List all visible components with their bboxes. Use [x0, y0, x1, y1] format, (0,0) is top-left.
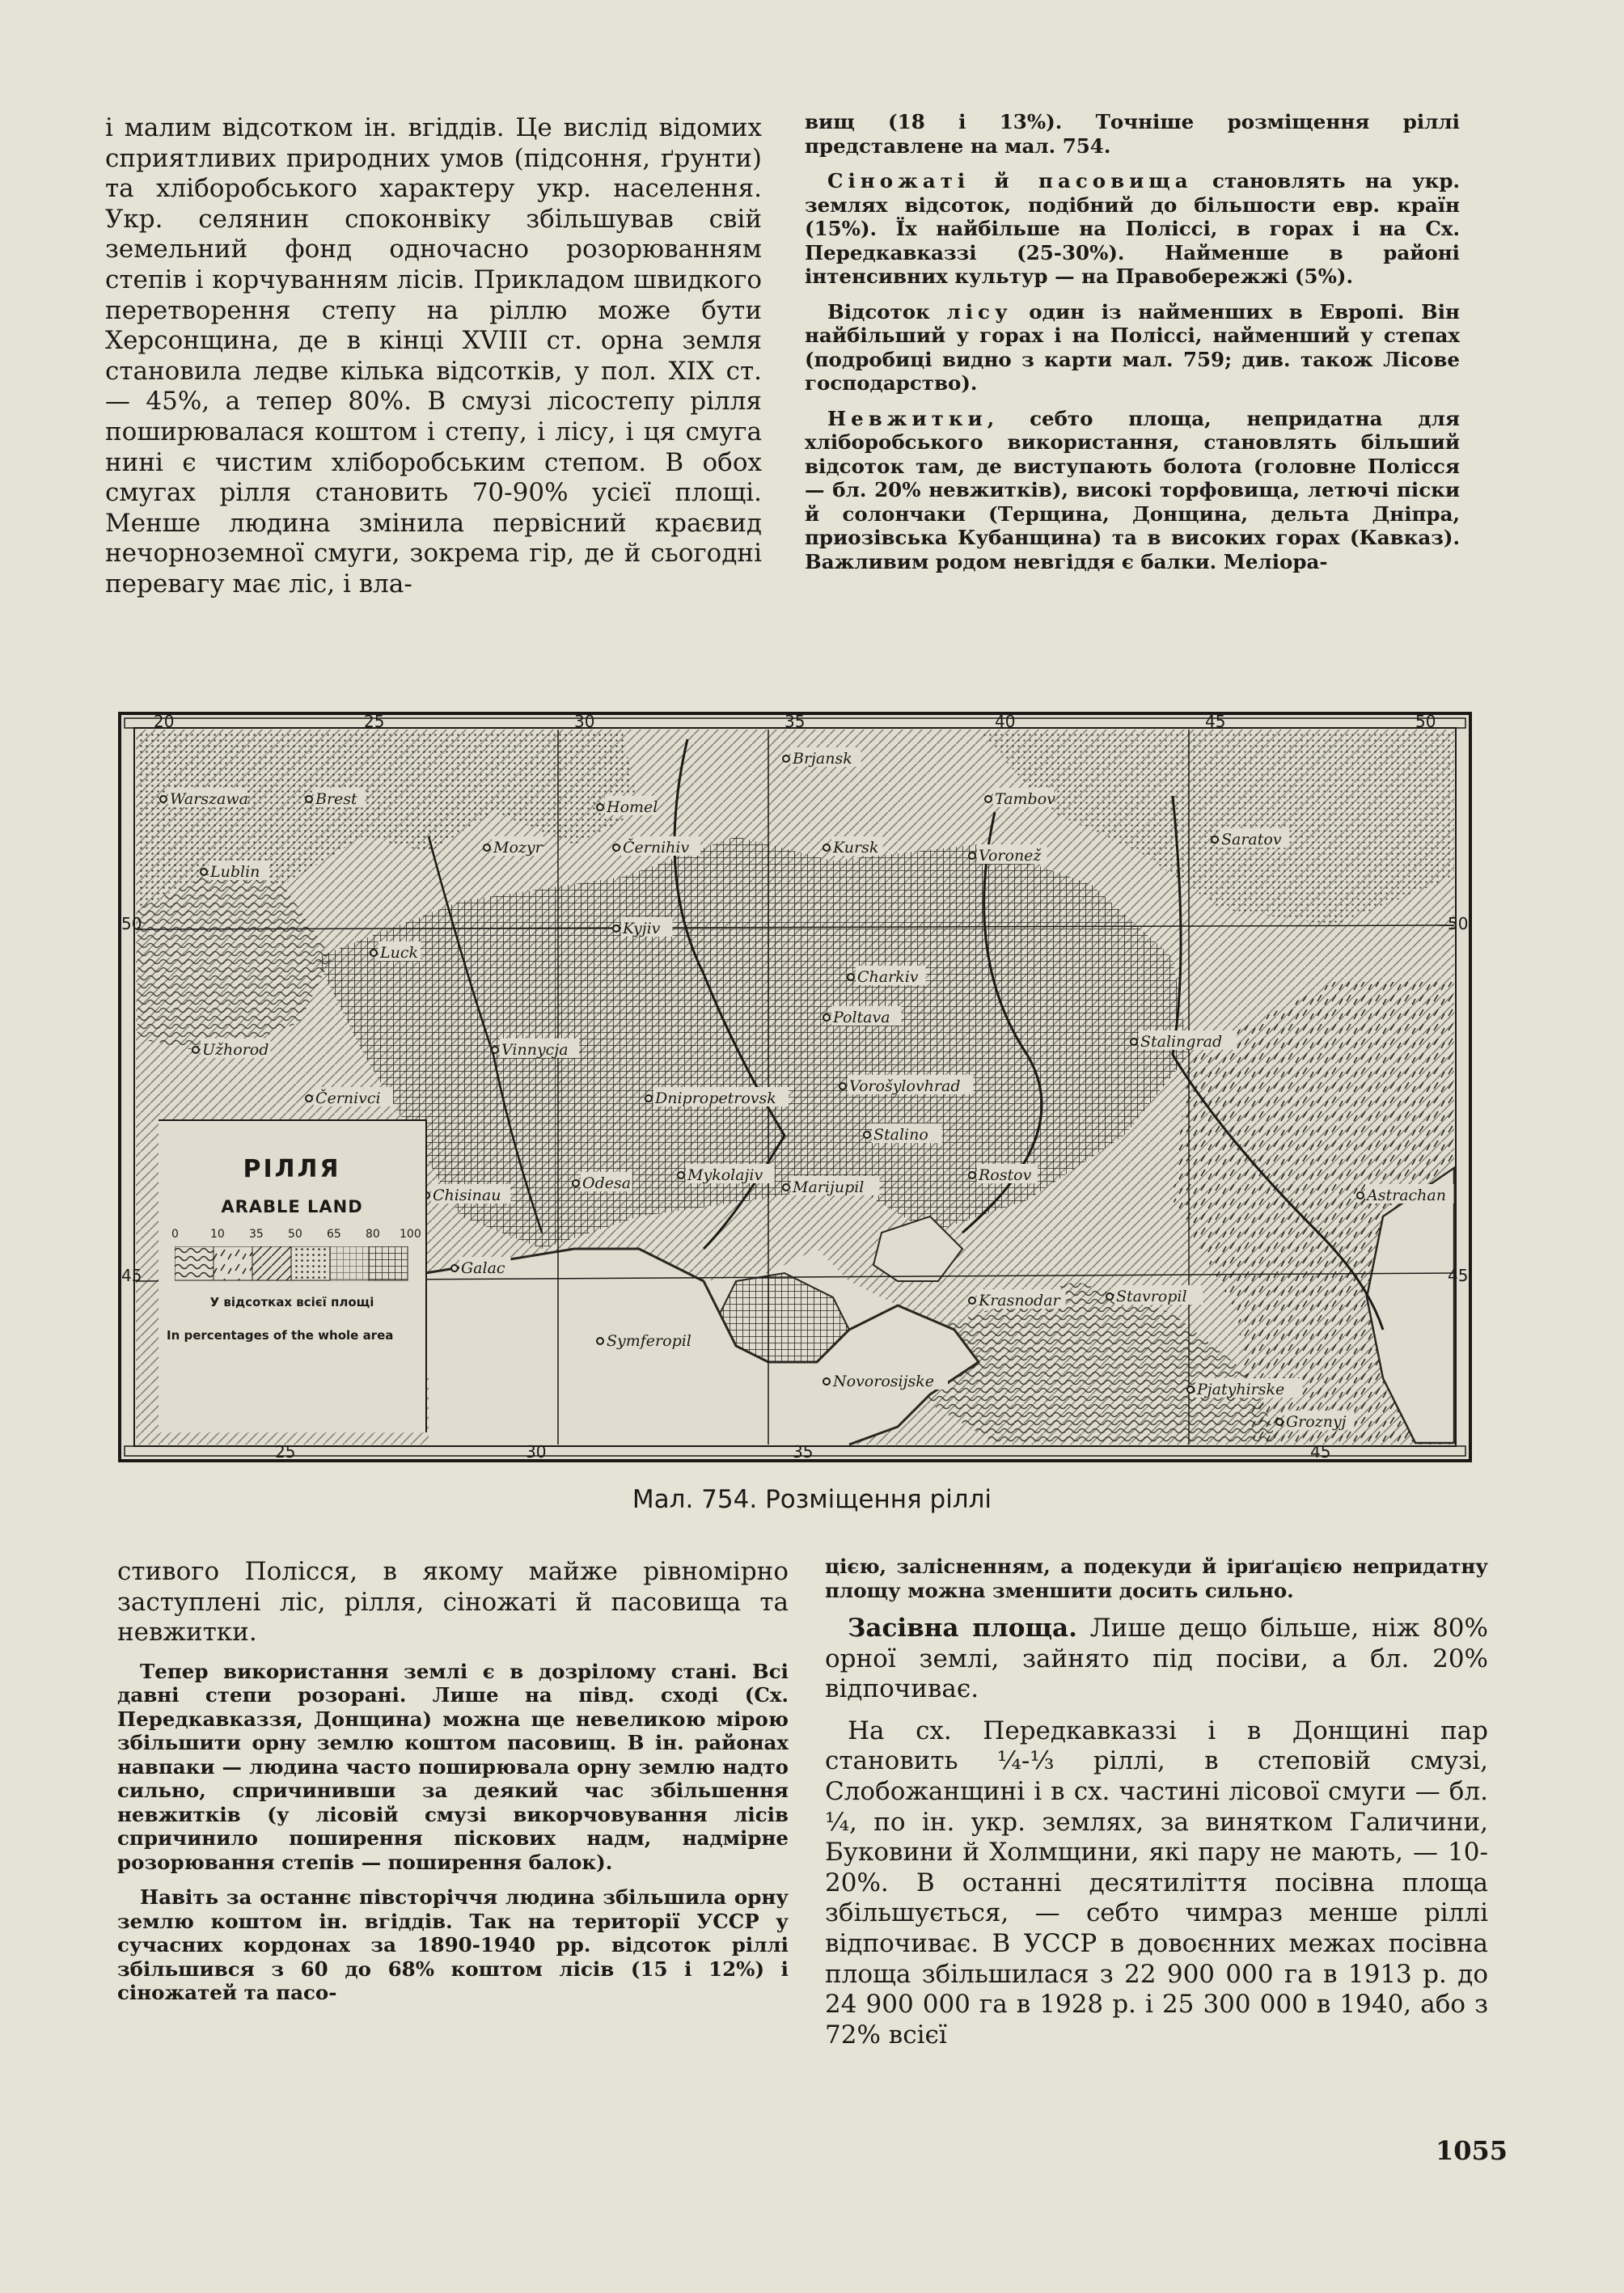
section-heading: Засівна площа. — [848, 1614, 1077, 1643]
top-longitude-tick: 50 — [1415, 715, 1436, 731]
paragraph-text: один із найменших в Европі. Він найбільший у горах і на Поліссі, найменший у степах (подробиці видно з карти мал. 759; див. також Лісове господарство). — [805, 299, 1460, 395]
left-latitude-tick: 50 — [121, 914, 142, 933]
city-marker — [597, 1338, 603, 1344]
legend-scale-label: 80 — [366, 1228, 380, 1241]
city-marker — [192, 1047, 199, 1053]
paragraph-text: Відсоток — [827, 299, 947, 324]
top-longitude-tick: 45 — [1205, 715, 1226, 731]
legend-scale-labels — [171, 1228, 421, 1244]
paragraph: Навіть за останнє півсторіччя людина збільшила орну землю коштом ін. вгіддів. Так на території УССР у сучасних кордонах за 1890-1940 рр. відсоток ріллі збільшився з 60 до 68% коштом лісів (15 і 12%) і сіножатей та пасо- — [117, 1885, 789, 2005]
city-marker — [678, 1172, 684, 1178]
city-label: Chisinau — [433, 1187, 501, 1204]
paragraph — [805, 407, 1460, 574]
city-label: Groznyj — [1286, 1413, 1347, 1431]
city-marker — [160, 796, 167, 802]
city-label: Homel — [607, 798, 658, 816]
city-marker — [848, 974, 854, 980]
city-marker — [370, 950, 377, 956]
legend-scale-label: 35 — [249, 1228, 264, 1241]
legend-scale-label: 65 — [327, 1228, 341, 1241]
city-marker — [969, 1297, 975, 1304]
top-longitude-tick: 35 — [785, 715, 806, 731]
city-label: Rostov — [979, 1166, 1032, 1184]
city-marker — [1187, 1386, 1194, 1393]
city-marker — [969, 852, 975, 859]
city-marker — [645, 1095, 652, 1102]
paragraph: стивого Полісся, в якому майже рівномірно заступлені ліс, рілля, сіножаті й пасовища та невжитки. — [117, 1557, 789, 1648]
city-label: Stavropil — [1116, 1288, 1187, 1305]
text-column-bottom-left — [117, 1557, 789, 2005]
city-label: Stalingrad — [1140, 1033, 1223, 1051]
city-label: Mozyr — [493, 839, 543, 857]
figure-caption: Мал. 754. Розміщення ріллі — [632, 1485, 992, 1514]
legend-scale-label: 100 — [400, 1228, 421, 1241]
city-label: Luck — [380, 944, 419, 962]
city-marker — [783, 755, 789, 762]
legend-subtitle: ARABLE LAND — [221, 1197, 363, 1216]
city-label: Stalino — [873, 1126, 928, 1144]
city-label: Brest — [315, 790, 357, 808]
city-label: Krasnodar — [979, 1292, 1060, 1309]
top-longitude-tick: 40 — [995, 715, 1016, 731]
bottom-longitude-tick: 35 — [793, 1442, 814, 1459]
city-marker — [864, 1132, 870, 1138]
city-marker — [201, 869, 207, 875]
city-marker — [1357, 1192, 1364, 1199]
city-marker — [1106, 1293, 1113, 1300]
paragraph: вищ (18 і 13%). Точніше розміщення ріллі представлене на мал. 754. — [805, 110, 1460, 158]
legend-scale-label: 50 — [288, 1228, 302, 1241]
text-column-top-right — [805, 110, 1460, 573]
city-label: Vorošylovhrad — [849, 1077, 961, 1095]
city-marker — [823, 1378, 830, 1385]
city-marker — [823, 1014, 830, 1021]
city-label: Pjatyhirske — [1197, 1381, 1285, 1398]
spaced-term: Сіножаті й пасовища — [827, 169, 1193, 192]
city-label: Poltava — [833, 1009, 890, 1026]
city-label: Kursk — [833, 839, 879, 857]
city-marker — [969, 1172, 975, 1178]
legend-title: РІЛЛЯ — [243, 1155, 341, 1183]
city-marker — [613, 844, 620, 851]
city-marker — [1212, 836, 1218, 843]
legend-swatches — [175, 1246, 409, 1282]
city-marker — [783, 1184, 789, 1191]
city-marker — [573, 1180, 579, 1187]
city-label: Charkiv — [857, 968, 919, 986]
city-label: Černihiv — [623, 839, 690, 857]
city-label: Lublin — [210, 863, 260, 881]
city-label: Kyjiv — [623, 920, 661, 937]
city-label: Warszawa — [170, 790, 248, 808]
legend-eng-note: In percentages of the whole area — [167, 1328, 394, 1343]
spaced-term: лісу — [946, 299, 1013, 324]
bottom-longitude-tick: 30 — [526, 1442, 547, 1459]
city-label: Tambov — [995, 790, 1055, 808]
city-label: Mykolajiv — [687, 1166, 763, 1184]
paragraph: цією, залісненням, а подекуди й іриґацією непридатну площу можна зменшити досить сильно. — [825, 1555, 1488, 1602]
paragraph-text: , себто площа, непридатна для хліборобського використання, становлять більший відсоток там, де виступають болота (головне Полісся — бл. 20% невжитків), високі торфовища, летючі піски й солончаки (Терщина, Донщина, дельта Дніпра, приозівська Кубанщина) та в високих горах (Кавказ). Важливим родом невгіддя є балки. Меліора- — [805, 406, 1460, 573]
paragraph — [825, 1614, 1488, 1705]
city-label: Černivci — [315, 1089, 381, 1107]
city-marker — [1276, 1419, 1283, 1425]
city-label: Užhorod — [202, 1041, 269, 1059]
paragraph — [805, 169, 1460, 289]
city-marker — [597, 804, 603, 810]
paragraph — [805, 300, 1460, 396]
right-latitude-tick: 45 — [1448, 1266, 1469, 1285]
top-longitude-tick: 30 — [574, 715, 595, 731]
bottom-longitude-tick: 45 — [1310, 1442, 1331, 1459]
arable-land-map — [118, 712, 1472, 1462]
spaced-term: Невжитки — [827, 406, 988, 430]
city-label: Dnipropetrovsk — [655, 1089, 776, 1107]
city-label: Brjansk — [793, 750, 852, 768]
city-label: Symferopil — [607, 1332, 691, 1350]
paragraph: і малим відсотком ін. вгіддів. Це вислід відомих сприятливих природних умов (підсоння, ґрунти) та хліборобського характеру укр. населення. Укр. селянин споконвіку збільшував свій земельний фонд одночасно розорюванням степів і корчуванням лісів. Прикладом швидкого перетворення степу на ріллю може бути Херсонщина, де в кінці XVIII ст. орна земля становила ледве кілька відсотків, у пол. XIX ст. — 45%, а тепер 80%. В смузі лісостепу рілля поширювалася коштом і степу, і лісу, і ця смуга нині є чистим хліборобським степом. В обох смугах рілля становить 70-90% усієї площі. Менше людина змінила первісний краєвид нечорноземної смуги, зокрема гір, де й сьогодні перевагу має ліс, і вла- — [105, 113, 762, 599]
paragraph: На сх. Передкавказзі і в Донщині пар становить ¼-⅓ ріллі, в степовій смузі, Слобожанщині і в сх. частині лісової смуги — бл. ¼, по ін. укр. землях, за винятком Галичини, Буковини й Холмщини, які пару не мають, — 10-20%. В останні десятиліття посівна площа збільшується, — себто чимраз менше ріллі відпочиває. В УССР в довоєнних межах посівна площа збільшилася з 22 900 000 га в 1913 р. до 24 900 000 га в 1928 р. і 25 300 000 в 1940, або з 72% всієї — [825, 1716, 1488, 2050]
city-marker — [1131, 1039, 1137, 1045]
city-marker — [985, 796, 992, 802]
city-label: Marijupil — [793, 1178, 865, 1196]
city-label: Astrachan — [1367, 1187, 1446, 1204]
paragraph-text: становлять на укр. землях відсоток, подібний до більшости евр. країн (15%). Їх найбільше на Поліссі, в горах і на Сх. Передкавказзі (25-30%). Найменше в районі інтенсивних культур — на Правобережжі (5%). — [805, 169, 1461, 288]
text-column-bottom-right — [825, 1555, 1488, 2050]
city-marker — [306, 1095, 312, 1102]
city-label: Novorosijske — [833, 1373, 934, 1390]
city-marker — [613, 925, 620, 932]
top-longitude-tick: 25 — [364, 715, 385, 731]
page-number: 1055 — [1436, 2135, 1508, 2166]
left-latitude-tick: 45 — [121, 1266, 142, 1285]
city-label: Voronež — [979, 847, 1042, 865]
legend-ukr-note: У відсотках всієї площі — [209, 1295, 374, 1309]
top-longitude-tick: 20 — [154, 715, 175, 731]
city-marker — [839, 1083, 846, 1089]
text-column-top-left — [105, 113, 762, 600]
city-marker — [823, 844, 830, 851]
city-marker — [492, 1047, 498, 1053]
city-label: Vinnycja — [501, 1041, 569, 1059]
right-latitude-tick: 50 — [1448, 914, 1469, 933]
bottom-longitude-tick: 25 — [275, 1442, 296, 1459]
paragraph: Тепер використання землі є в дозрілому стані. Всі давні степи розорані. Лише на півд. сході (Сх. Передкавказзя, Донщина) можна ще невеликою мірою збільшити орну землю коштом пасовищ. В ін. районах навпаки — людина часто поширювала орну землю надто сильно, спричинивши за деякий час збільшення невжитків (у лісовій смузі викорчовування лісів спричинило поширення піскових надм, надмірне розорювання степів — поширення балок). — [117, 1659, 789, 1874]
city-marker — [306, 796, 312, 802]
paragraph-text: Лише дещо більше, ніж 80% орної землі, зайнято під посіви, а бл. 20% відпочиває. — [825, 1614, 1488, 1704]
city-marker — [451, 1265, 458, 1271]
city-label: Saratov — [1221, 831, 1282, 848]
legend-scale-label: 10 — [210, 1228, 225, 1241]
map-legend — [159, 1119, 427, 1432]
city-label: Galac — [461, 1259, 505, 1277]
city-marker — [484, 844, 490, 851]
legend-scale-label: 0 — [171, 1228, 179, 1241]
city-label: Odesa — [582, 1174, 632, 1192]
